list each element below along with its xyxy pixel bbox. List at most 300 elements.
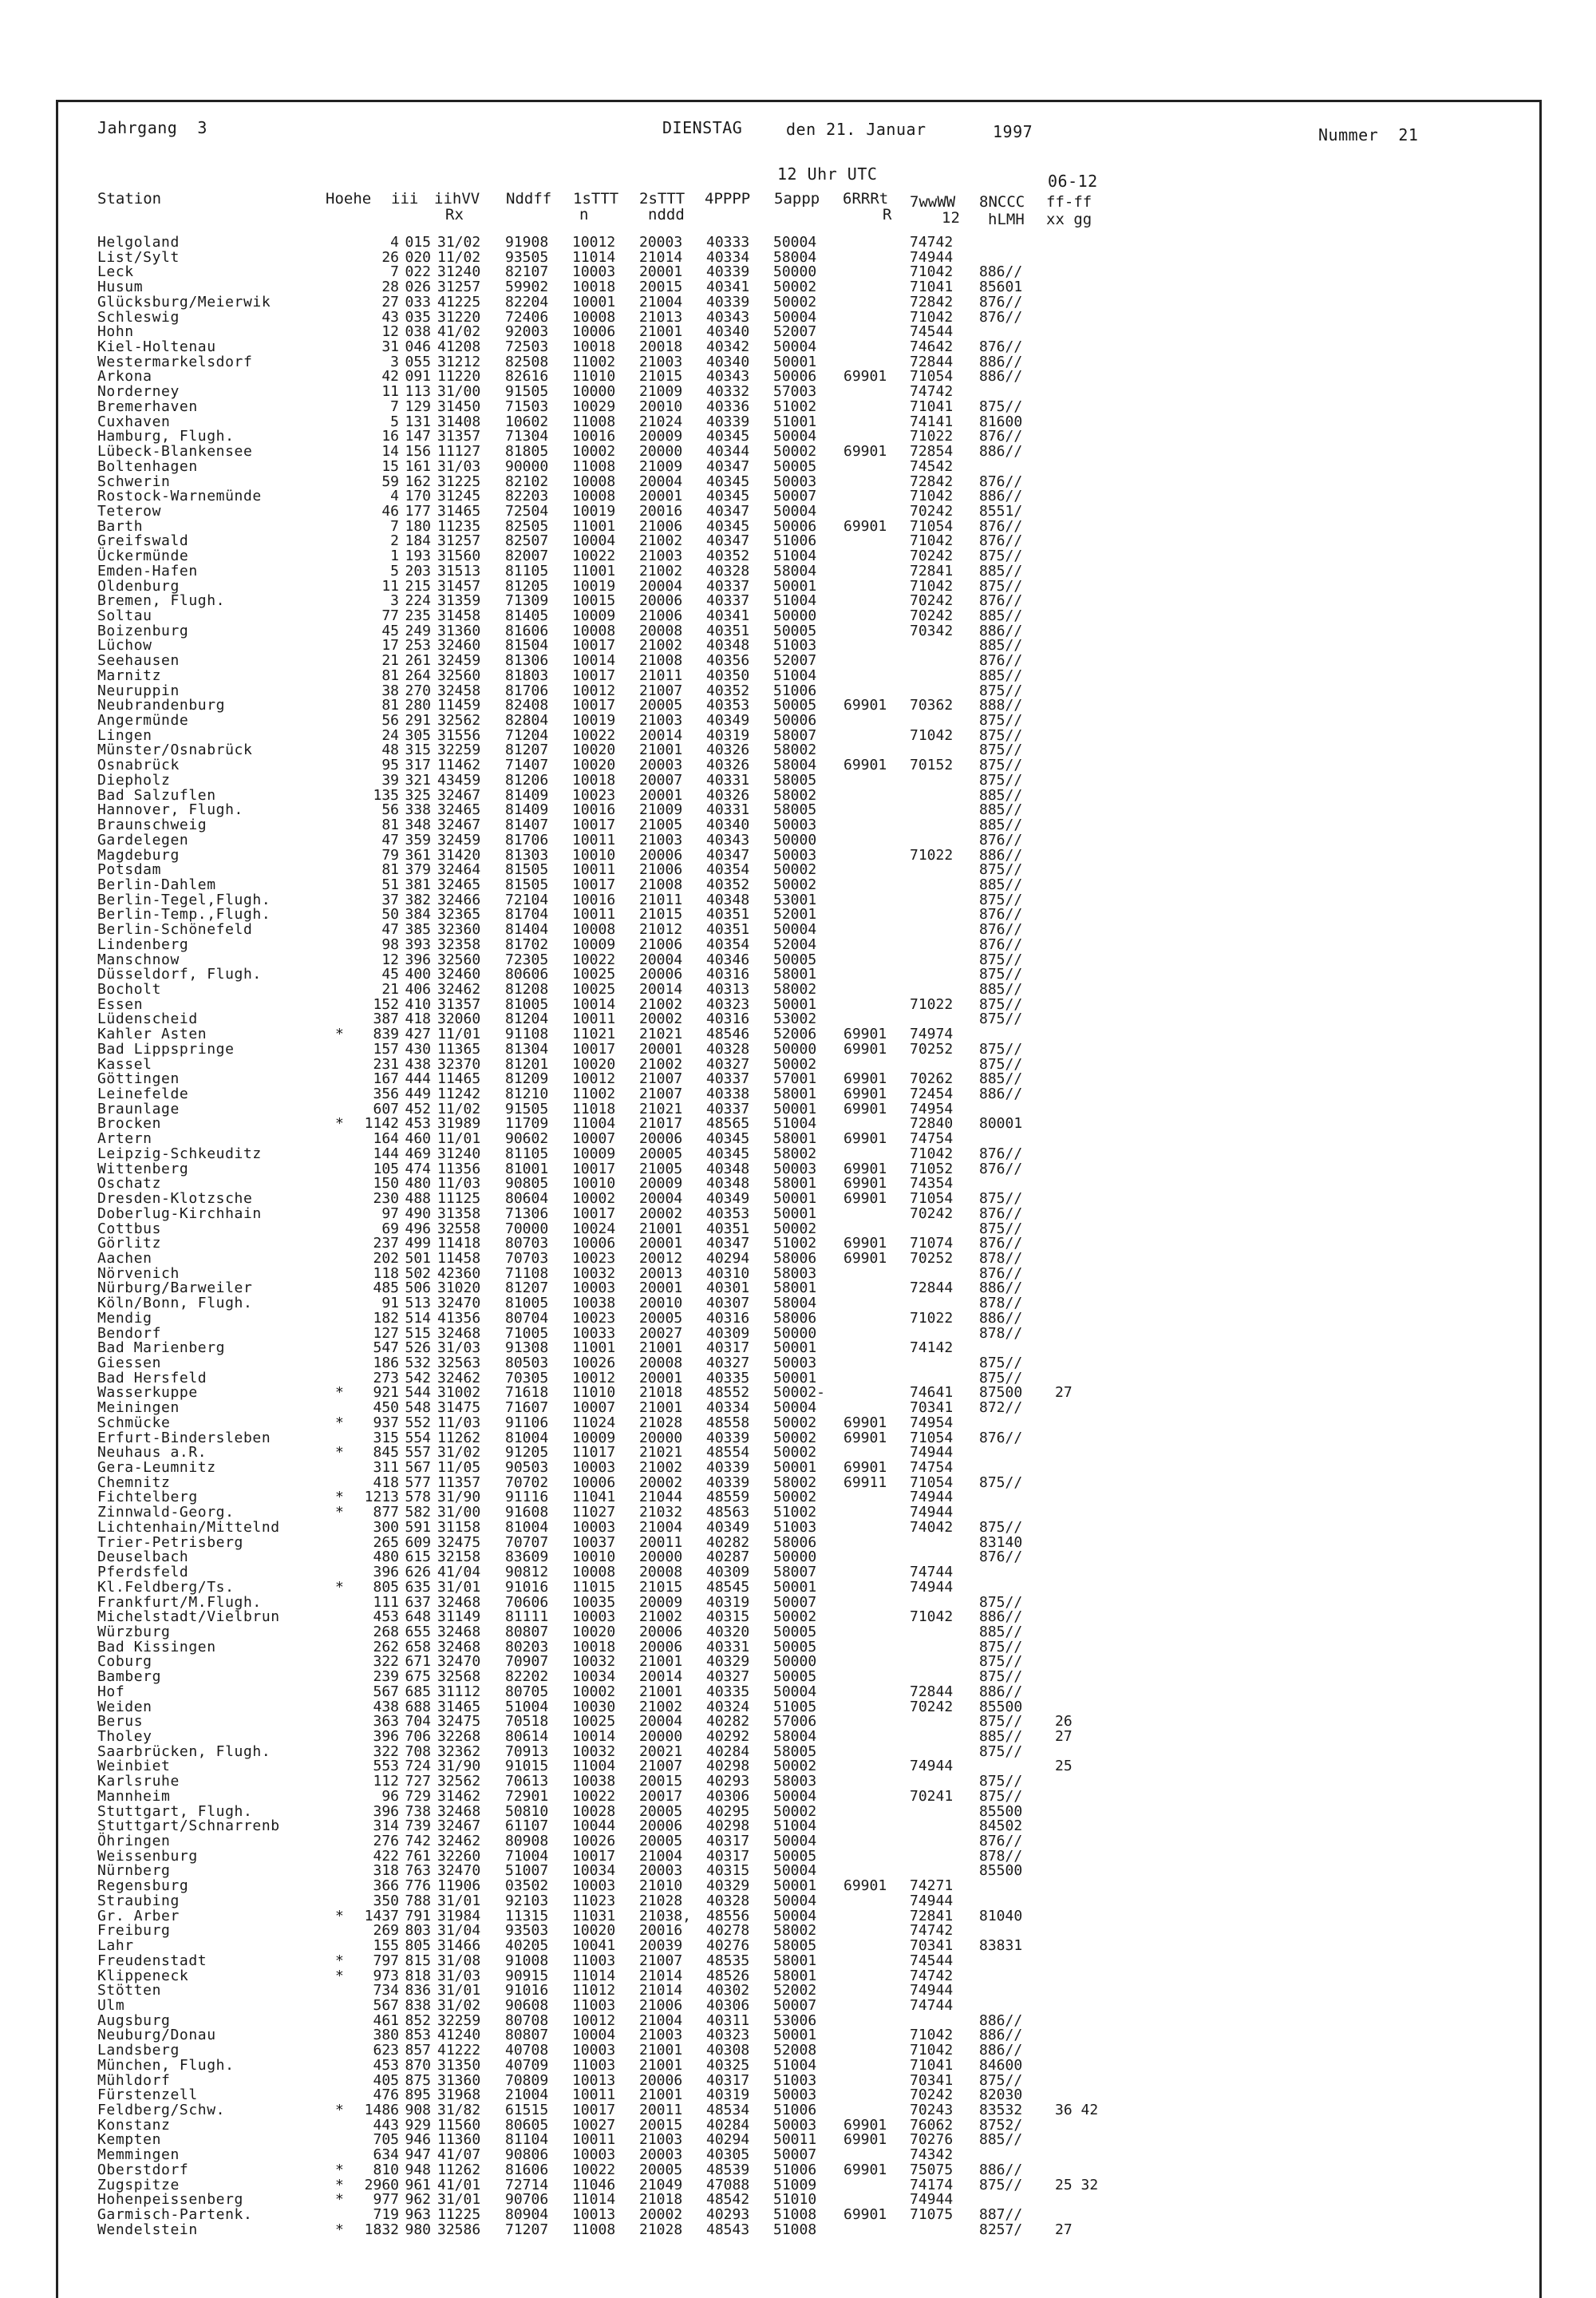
nddff: 80904 <box>505 2206 549 2224</box>
nddff: 61515 <box>505 2102 549 2118</box>
group-5appp: 53001 <box>773 891 817 908</box>
nddff: 81005 <box>505 1295 549 1312</box>
iii: 020 <box>405 248 431 266</box>
group-2sttt: 21014 <box>639 1967 683 1984</box>
group-6rrrt: 69901 <box>843 1249 887 1267</box>
group-8nccc: 875// <box>979 1369 1023 1386</box>
group-7wwww: 74744 <box>910 1996 954 2014</box>
mountain-mark: * <box>335 1907 344 1924</box>
group-5appp: 50005 <box>773 457 817 475</box>
group-1sttt: 10017 <box>572 1847 616 1865</box>
hoehe: 839 <box>373 1026 399 1043</box>
hoehe: 81 <box>381 817 399 834</box>
group-4pppp: 40293 <box>706 2206 750 2224</box>
group-8nccc: 885// <box>979 801 1023 819</box>
group-8nccc: 876// <box>979 473 1023 490</box>
group-8nccc: 875// <box>979 891 1023 908</box>
hoehe: 69 <box>381 1220 399 1237</box>
iii: 708 <box>405 1742 431 1760</box>
group-8nccc: 876// <box>979 1160 1023 1177</box>
group-2sttt: 21001 <box>639 323 683 341</box>
nddff: 81606 <box>505 622 549 639</box>
group-1sttt: 11017 <box>572 1444 616 1461</box>
iii: 055 <box>405 353 431 370</box>
iii: 727 <box>405 1773 431 1790</box>
group-4pppp: 40319 <box>706 2086 750 2104</box>
group-8nccc: 886// <box>979 846 1023 864</box>
group-5appp: 51010 <box>773 2191 817 2209</box>
group-2sttt: 21002 <box>639 995 683 1013</box>
nddff: 71204 <box>505 726 549 744</box>
group-4pppp: 40339 <box>706 1473 750 1491</box>
iii: 193 <box>405 548 431 565</box>
iihvv: 31/02 <box>437 234 481 251</box>
group-8nccc: 878// <box>979 1847 1023 1865</box>
iihvv: 31357 <box>437 995 481 1013</box>
group-2sttt: 21009 <box>639 383 683 401</box>
group-5appp: 50005 <box>773 951 817 968</box>
group-7wwww: 70341 <box>910 1937 954 1955</box>
hoehe: 269 <box>373 1922 399 1940</box>
station-name: Mannheim <box>97 1787 171 1805</box>
group-1sttt: 10020 <box>572 742 616 759</box>
group-6rrrt: 69901 <box>843 1070 887 1088</box>
group-4pppp: 40352 <box>706 876 750 893</box>
group-5appp: 53002 <box>773 1011 817 1028</box>
group-1sttt: 10020 <box>572 1922 616 1940</box>
group-5appp: 58004 <box>773 248 817 266</box>
group-7wwww: 74944 <box>910 1578 954 1596</box>
group-2sttt: 21009 <box>639 457 683 475</box>
group-1sttt: 11003 <box>572 2056 616 2074</box>
iihvv: 31556 <box>437 726 481 744</box>
group-4pppp: 40284 <box>706 2116 750 2134</box>
station-name: Bad Marienberg <box>97 1339 226 1357</box>
group-1sttt: 10017 <box>572 666 616 684</box>
group-2sttt: 20005 <box>639 1145 683 1162</box>
iii: 567 <box>405 1459 431 1477</box>
group-8nccc: 885// <box>979 637 1023 655</box>
mountain-mark: * <box>335 1578 344 1596</box>
group-1sttt: 11021 <box>572 1026 616 1043</box>
hoehe: 387 <box>373 1011 399 1028</box>
group-2sttt: 20015 <box>639 2116 683 2134</box>
iii: 474 <box>405 1160 431 1177</box>
station-name: Ulm <box>97 1996 125 2014</box>
group-5appp: 51004 <box>773 2056 817 2074</box>
group-2sttt: 21024 <box>639 413 683 430</box>
iihvv: 31458 <box>437 607 481 624</box>
group-5appp: 50002- <box>773 1384 826 1402</box>
group-5appp: 58002 <box>773 981 817 998</box>
group-4pppp: 40340 <box>706 817 750 834</box>
group-6rrrt: 69901 <box>843 1160 887 1177</box>
group-1sttt: 10017 <box>572 697 616 714</box>
group-5appp: 50007 <box>773 1996 817 2014</box>
group-6rrrt: 69901 <box>843 1459 887 1477</box>
group-8nccc: 886// <box>979 488 1023 505</box>
group-2sttt: 20000 <box>639 1728 683 1745</box>
iihvv: 11365 <box>437 1040 481 1058</box>
group-4pppp: 40335 <box>706 1369 750 1386</box>
iii: 578 <box>405 1489 431 1506</box>
nddff: 03502 <box>505 1877 549 1895</box>
nddff: 81407 <box>505 817 549 834</box>
iihvv: 32370 <box>437 1055 481 1073</box>
iihvv: 31240 <box>437 1145 481 1162</box>
nddff: 90812 <box>505 1564 549 1581</box>
group-4pppp: 40334 <box>706 248 750 266</box>
nddff: 81104 <box>505 2131 549 2149</box>
group-1sttt: 10002 <box>572 443 616 461</box>
group-4pppp: 40343 <box>706 831 750 848</box>
group-8nccc: 885// <box>979 876 1023 893</box>
hoehe: 845 <box>373 1444 399 1461</box>
group-2sttt: 21004 <box>639 2011 683 2029</box>
group-1sttt: 10011 <box>572 906 616 924</box>
mountain-mark: * <box>335 1384 344 1402</box>
nddff: 81606 <box>505 2161 549 2178</box>
station-name: Neuburg/Donau <box>97 2027 216 2044</box>
group-8nccc: 885// <box>979 1070 1023 1088</box>
group-7wwww: 70152 <box>910 757 954 774</box>
group-7wwww: 70252 <box>910 1249 954 1267</box>
station-name: Fichtelberg <box>97 1489 198 1506</box>
col-6rrrt-r: R <box>883 206 892 223</box>
mountain-mark: * <box>335 2161 344 2178</box>
group-ff: 36 42 <box>1055 2102 1099 2118</box>
station-name: Hannover, Flugh. <box>97 801 243 819</box>
iihvv: 31/03 <box>437 1967 481 1984</box>
group-5appp: 58002 <box>773 1145 817 1162</box>
group-1sttt: 10038 <box>572 1295 616 1312</box>
station-name: Stuttgart/Schnarrenb <box>97 1817 280 1835</box>
group-7wwww: 71054 <box>910 1190 954 1208</box>
group-1sttt: 10009 <box>572 1145 616 1162</box>
group-8nccc: 886// <box>979 1280 1023 1297</box>
iihvv: 11/02 <box>437 1100 481 1117</box>
station-name: Freudenstadt <box>97 1952 207 1969</box>
table-row <box>97 923 1135 938</box>
group-2sttt: 21009 <box>639 801 683 819</box>
group-5appp: 57003 <box>773 383 817 401</box>
hoehe: 24 <box>381 726 399 744</box>
hoehe: 318 <box>373 1862 399 1880</box>
nddff: 81004 <box>505 1429 549 1446</box>
hoehe: 7 <box>390 517 399 535</box>
table-row <box>97 1984 1135 1999</box>
station-name: List/Sylt <box>97 248 180 266</box>
group-1sttt: 11031 <box>572 1907 616 1924</box>
group-8nccc: 876// <box>979 338 1023 356</box>
iii: 480 <box>405 1175 431 1193</box>
hoehe: 311 <box>373 1459 399 1477</box>
table-row <box>97 1834 1135 1849</box>
iihvv: 31/02 <box>437 1444 481 1461</box>
iihvv: 32568 <box>437 1668 481 1686</box>
group-7wwww: 71041 <box>910 398 954 415</box>
group-ff: 27 <box>1055 2221 1073 2238</box>
table-row <box>97 2043 1135 2059</box>
group-4pppp: 40329 <box>706 1877 750 1895</box>
group-8nccc: 875// <box>979 966 1023 983</box>
iii: 203 <box>405 562 431 579</box>
group-1sttt: 10016 <box>572 428 616 445</box>
group-8nccc: 875// <box>979 1220 1023 1237</box>
nddff: 91116 <box>505 1489 549 1506</box>
group-7wwww: 70242 <box>910 1698 954 1715</box>
group-5appp: 50007 <box>773 488 817 505</box>
group-7wwww: 71042 <box>910 532 954 550</box>
group-8nccc: 875// <box>979 771 1023 789</box>
group-5appp: 58003 <box>773 1773 817 1790</box>
group-2sttt: 21001 <box>639 1399 683 1417</box>
group-5appp: 58001 <box>773 1952 817 1969</box>
iii: 875 <box>405 2071 431 2089</box>
station-name: Gr. Arber <box>97 1907 180 1924</box>
iihvv: 32458 <box>437 682 481 699</box>
hoehe: 5 <box>390 562 399 579</box>
group-5appp: 50000 <box>773 607 817 624</box>
iihvv: 31350 <box>437 2056 481 2074</box>
group-2sttt: 21003 <box>639 2027 683 2044</box>
iihvv: 32358 <box>437 935 481 953</box>
station-name: Weinbiet <box>97 1758 171 1775</box>
station-name: Oschatz <box>97 1175 162 1193</box>
group-4pppp: 40339 <box>706 413 750 430</box>
group-4pppp: 40339 <box>706 263 750 281</box>
group-1sttt: 10003 <box>572 2042 616 2059</box>
hoehe: 12 <box>381 951 399 968</box>
table-row <box>97 1996 1135 2014</box>
iihvv: 43459 <box>437 771 481 789</box>
group-5appp: 51009 <box>773 2176 817 2193</box>
table-row <box>97 2056 1135 2074</box>
group-1sttt: 10002 <box>572 1683 616 1700</box>
group-4pppp: 40331 <box>706 771 750 789</box>
station-name: Braunschweig <box>97 817 207 834</box>
group-8nccc: 875// <box>979 1773 1023 1790</box>
nddff: 91015 <box>505 1758 549 1775</box>
iii: 113 <box>405 383 431 401</box>
hoehe: 47 <box>381 831 399 848</box>
iii: 490 <box>405 1204 431 1222</box>
group-4pppp: 40311 <box>706 2011 750 2029</box>
group-4pppp: 40337 <box>706 592 750 610</box>
hoehe: 977 <box>373 2191 399 2209</box>
hoehe: 95 <box>381 757 399 774</box>
nddff: 91205 <box>505 1444 549 1461</box>
iii: 170 <box>405 488 431 505</box>
group-4pppp: 40347 <box>706 457 750 475</box>
group-7wwww: 74544 <box>910 1952 954 1969</box>
group-1sttt: 10008 <box>572 1564 616 1581</box>
group-1sttt: 10003 <box>572 1280 616 1297</box>
nddff: 81210 <box>505 1086 549 1103</box>
group-8nccc: 875// <box>979 1473 1023 1491</box>
iii: 635 <box>405 1578 431 1596</box>
group-5appp: 58001 <box>773 1086 817 1103</box>
nddff: 81001 <box>505 1160 549 1177</box>
table-row <box>97 935 1135 953</box>
iii: 410 <box>405 995 431 1013</box>
group-7wwww: 70262 <box>910 1070 954 1088</box>
table-row <box>97 1042 1135 1058</box>
group-8nccc: 885// <box>979 1623 1023 1640</box>
group-4pppp: 40294 <box>706 1249 750 1267</box>
iii: 253 <box>405 637 431 655</box>
iihvv: 31/03 <box>437 1339 481 1357</box>
iihvv: 32459 <box>437 652 481 670</box>
group-8nccc: 83831 <box>979 1937 1023 1955</box>
group-2sttt: 20003 <box>639 234 683 251</box>
nddff: 71618 <box>505 1384 549 1402</box>
iihvv: 11906 <box>437 1877 481 1895</box>
iihvv: 41225 <box>437 293 481 310</box>
group-2sttt: 20018 <box>639 338 683 356</box>
iihvv: 11225 <box>437 2206 481 2224</box>
station-name: Berlin-Tegel,Flugh. <box>97 891 271 908</box>
group-1sttt: 10008 <box>572 308 616 326</box>
nddff: 81201 <box>505 1055 549 1073</box>
group-4pppp: 40340 <box>706 353 750 370</box>
group-5appp: 51003 <box>773 637 817 655</box>
group-2sttt: 20011 <box>639 1533 683 1551</box>
iii: 761 <box>405 1847 431 1865</box>
iihvv: 31/00 <box>437 383 481 401</box>
group-4pppp: 40329 <box>706 1653 750 1671</box>
iii: 430 <box>405 1040 431 1058</box>
nddff: 81111 <box>505 1608 549 1626</box>
hoehe: 77 <box>381 607 399 624</box>
station-name: Münster/Osnabrück <box>97 742 253 759</box>
group-2sttt: 20006 <box>639 592 683 610</box>
group-5appp: 51005 <box>773 1698 817 1715</box>
group-1sttt: 10025 <box>572 981 616 998</box>
group-8nccc: 875// <box>979 1190 1023 1208</box>
iihvv: 31225 <box>437 473 481 490</box>
group-2sttt: 21001 <box>639 2056 683 2074</box>
group-1sttt: 10012 <box>572 2011 616 2029</box>
iihvv: 32562 <box>437 712 481 730</box>
group-1sttt: 10006 <box>572 1235 616 1252</box>
nddff: 40205 <box>505 1937 549 1955</box>
hoehe: 46 <box>381 502 399 520</box>
group-4pppp: 40353 <box>706 697 750 714</box>
hoehe: 877 <box>373 1504 399 1521</box>
group-2sttt: 21038, <box>639 1907 692 1924</box>
nddff: 91108 <box>505 1026 549 1043</box>
nddff: 51007 <box>505 1862 549 1880</box>
group-4pppp: 40334 <box>706 1399 750 1417</box>
iii: 338 <box>405 801 431 819</box>
group-5appp: 50004 <box>773 1787 817 1805</box>
group-5appp: 52002 <box>773 1982 817 1999</box>
group-1sttt: 10010 <box>572 1548 616 1566</box>
iii: 264 <box>405 666 431 684</box>
table-row <box>97 1730 1135 1745</box>
group-1sttt: 10035 <box>572 1593 616 1611</box>
group-1sttt: 10015 <box>572 592 616 610</box>
group-5appp: 57006 <box>773 1713 817 1730</box>
iii: 675 <box>405 1668 431 1686</box>
iii: 469 <box>405 1145 431 1162</box>
group-5appp: 50002 <box>773 279 817 296</box>
nddff: 81803 <box>505 666 549 684</box>
iii: 688 <box>405 1698 431 1715</box>
group-7wwww: 74354 <box>910 1175 954 1193</box>
hoehe: 26 <box>381 248 399 266</box>
group-1sttt: 10004 <box>572 532 616 550</box>
nddff: 82408 <box>505 697 549 714</box>
group-2sttt: 20004 <box>639 577 683 595</box>
group-7wwww: 70252 <box>910 1040 954 1058</box>
group-2sttt: 20013 <box>639 1264 683 1282</box>
station-name: Zinnwald-Georg. <box>97 1504 235 1521</box>
table-row <box>97 295 1135 310</box>
hoehe: 805 <box>373 1578 399 1596</box>
nddff: 71607 <box>505 1399 549 1417</box>
group-1sttt: 11015 <box>572 1578 616 1596</box>
station-name: Leipzig-Schkeuditz <box>97 1145 262 1162</box>
group-1sttt: 11012 <box>572 1982 616 1999</box>
group-1sttt: 10023 <box>572 1309 616 1327</box>
mountain-mark: * <box>335 2221 344 2238</box>
group-1sttt: 11041 <box>572 1489 616 1506</box>
hoehe: 623 <box>373 2042 399 2059</box>
iii: 609 <box>405 1533 431 1551</box>
group-7wwww: 71022 <box>910 846 954 864</box>
group-5appp: 50000 <box>773 1040 817 1058</box>
hoehe: 164 <box>373 1130 399 1148</box>
table-row <box>97 1565 1135 1580</box>
hoehe: 396 <box>373 1728 399 1745</box>
iii: 444 <box>405 1070 431 1088</box>
group-4pppp: 40309 <box>706 1564 750 1581</box>
hoehe: 937 <box>373 1414 399 1431</box>
group-2sttt: 20001 <box>639 263 683 281</box>
group-5appp: 51004 <box>773 592 817 610</box>
nddff: 80203 <box>505 1638 549 1655</box>
station-name: Cuxhaven <box>97 413 171 430</box>
iihvv: 32460 <box>437 637 481 655</box>
group-4pppp: 40324 <box>706 1698 750 1715</box>
group-7wwww: 72844 <box>910 353 954 370</box>
iii: 162 <box>405 473 431 490</box>
station-name: Oldenburg <box>97 577 180 595</box>
station-name: Westermarkelsdorf <box>97 353 253 370</box>
hoehe: 27 <box>381 293 399 310</box>
group-5appp: 51002 <box>773 1504 817 1521</box>
group-8nccc: 876// <box>979 1548 1023 1566</box>
group-1sttt: 10003 <box>572 1877 616 1895</box>
group-5appp: 50004 <box>773 234 817 251</box>
hoehe: 973 <box>373 1967 399 1984</box>
group-6rrrt: 69901 <box>843 443 887 461</box>
station-name: Berlin-Schönefeld <box>97 921 253 939</box>
hoehe: 4 <box>390 234 399 251</box>
group-2sttt: 20000 <box>639 1548 683 1566</box>
group-2sttt: 20000 <box>639 1429 683 1446</box>
group-1sttt: 10009 <box>572 607 616 624</box>
group-1sttt: 10014 <box>572 652 616 670</box>
group-1sttt: 10037 <box>572 1533 616 1551</box>
group-2sttt: 20021 <box>639 1742 683 1760</box>
group-4pppp: 40278 <box>706 1922 750 1940</box>
iii: 406 <box>405 981 431 998</box>
iii: 655 <box>405 1623 431 1640</box>
group-5appp: 50000 <box>773 1653 817 1671</box>
